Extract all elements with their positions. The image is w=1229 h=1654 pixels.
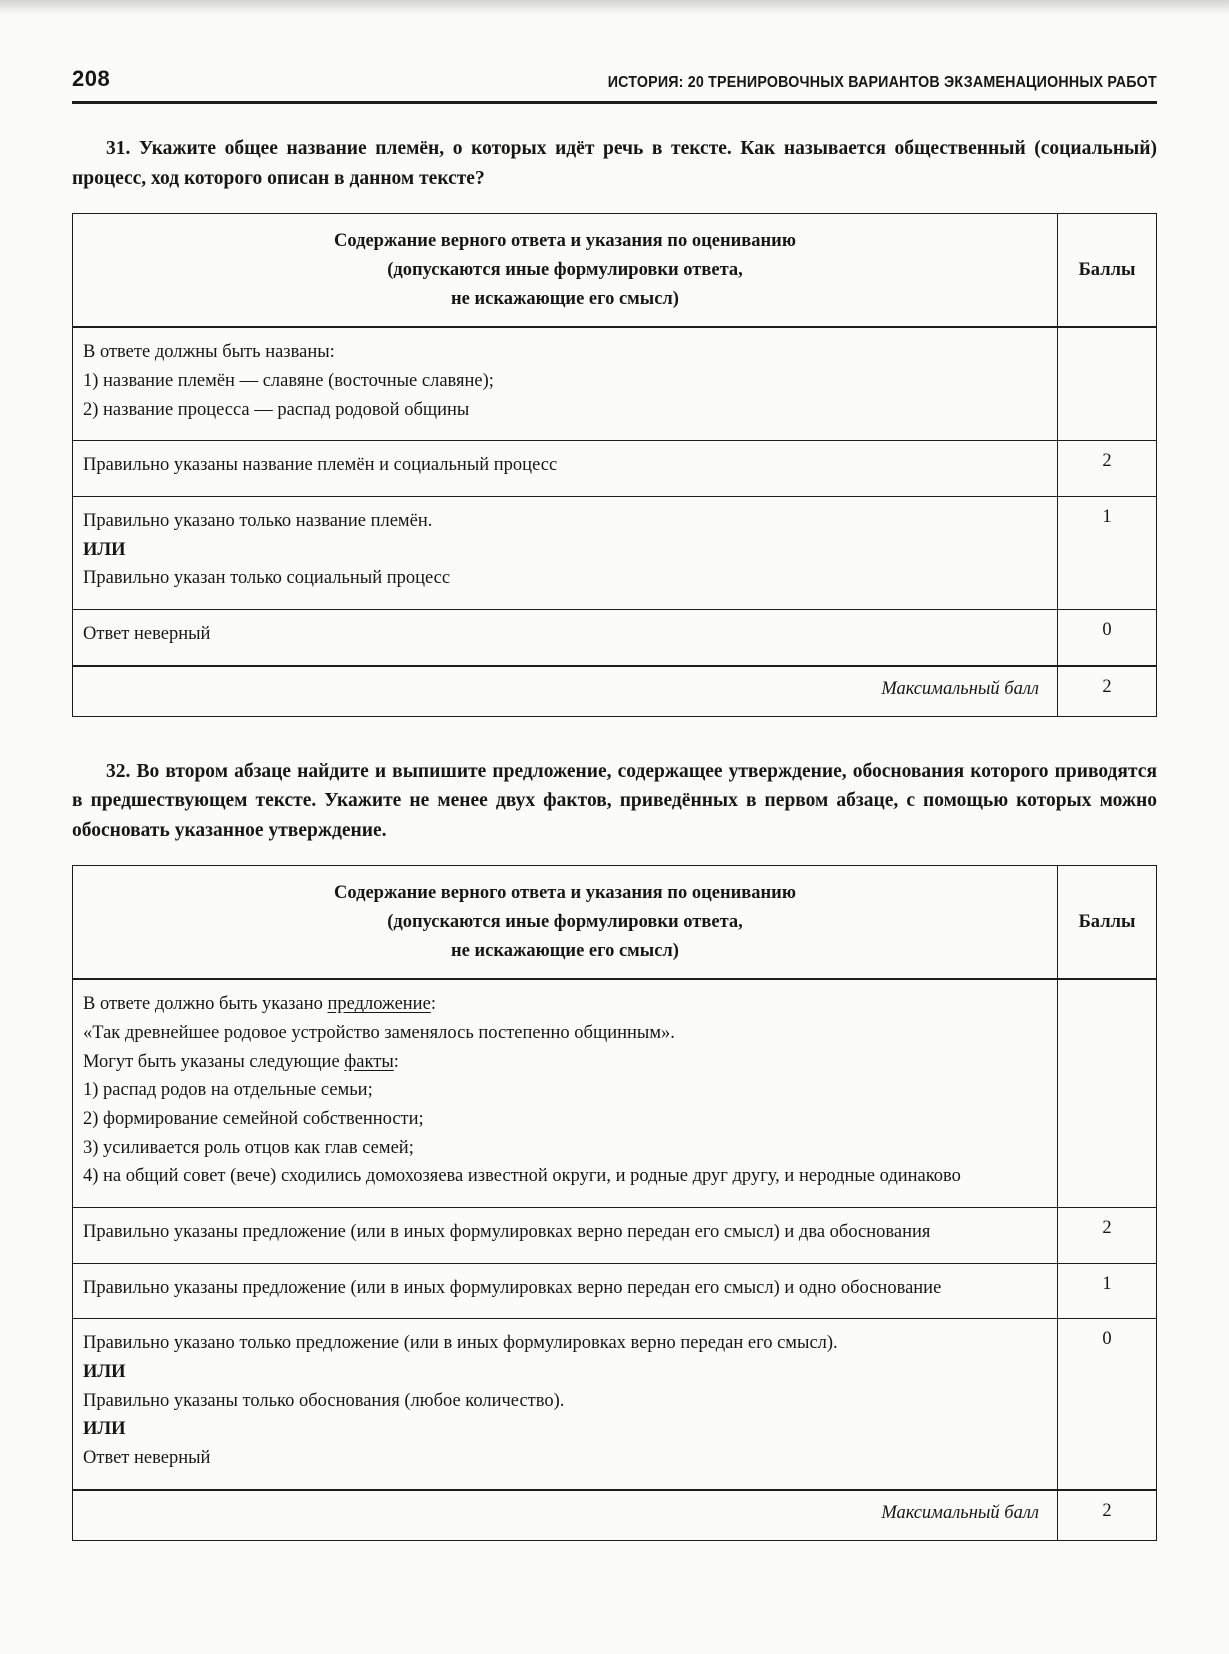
criteria-row	[73, 979, 1157, 1207]
question-31-number: 31.	[106, 138, 131, 159]
criteria-score-cell: 2	[1058, 441, 1157, 497]
scoring-table-32	[72, 865, 1157, 1540]
criteria-score-cell	[1058, 979, 1157, 1207]
criteria-line: Правильно указаны предложение (или в иных формулировках верно передан его смысл) и одно обоснование	[83, 1277, 942, 1298]
criteria-text-cell	[73, 1263, 1058, 1319]
criteria-header-line: не искажающие его смысл)	[451, 288, 679, 309]
criteria-line: Правильно указано только предложение (или в иных формулировках верно передан его смысл).	[83, 1333, 838, 1354]
criteria-score-cell: 1	[1058, 496, 1157, 609]
table-body	[73, 327, 1157, 665]
criteria-line: Ответ неверный	[83, 1448, 211, 1469]
criteria-row	[73, 327, 1157, 441]
max-score-row	[73, 666, 1157, 716]
table-footer	[73, 666, 1157, 716]
criteria-line: В ответе должны быть названы:	[83, 342, 335, 363]
criteria-line: 1) распад родов на отдельные семьи;	[83, 1080, 373, 1101]
criteria-line: Могут быть указаны следующие факты:	[83, 1051, 399, 1072]
criteria-header-line: (допускаются иные формулировки ответа,	[387, 912, 743, 933]
criteria-row	[73, 1319, 1157, 1490]
criteria-line: 4) на общий совет (вече) сходились домохозяева известной округи, и родные друг другу, и неродные одинаково	[83, 1166, 961, 1187]
question-31	[72, 134, 1157, 193]
max-score-row	[73, 1490, 1157, 1540]
criteria-line: Правильно указаны предложение (или в иных формулировках верно передан его смысл) и два обоснования	[83, 1222, 931, 1243]
criteria-row	[73, 1208, 1157, 1264]
criteria-header-line: Содержание верного ответа и указания по оцениванию	[334, 231, 796, 252]
max-score-value: 2	[1058, 1490, 1157, 1540]
criteria-line: Правильно указан только социальный процесс	[83, 568, 451, 589]
criteria-header-cell	[73, 866, 1058, 980]
criteria-score-cell	[1058, 327, 1157, 441]
question-32-text: Во втором абзаце найдите и выпишите предложение, содержащее утверждение, обоснования которого приводятся в предшествующем тексте. Укажите не менее двух фактов, приведённых в первом абзаце, с помощью которых можно обосновать указанное утверждение.	[72, 760, 1157, 841]
criteria-row	[73, 441, 1157, 497]
criteria-line: ИЛИ	[83, 539, 126, 560]
criteria-header-line: Содержание верного ответа и указания по оцениванию	[334, 883, 796, 904]
criteria-line: 2) название процесса — распад родовой общины	[83, 399, 470, 420]
criteria-header-line: не искажающие его смысл)	[451, 940, 679, 961]
criteria-row	[73, 1263, 1157, 1319]
page-header	[72, 66, 1157, 92]
question-32	[72, 757, 1157, 846]
criteria-text-cell	[73, 1319, 1058, 1490]
table-footer	[73, 1490, 1157, 1540]
table-header-row	[73, 866, 1157, 980]
criteria-line: ИЛИ	[83, 1419, 126, 1440]
criteria-line: Правильно указано только название племён.	[83, 510, 433, 531]
criteria-score-cell: 1	[1058, 1263, 1157, 1319]
scoring-table-31	[72, 213, 1157, 716]
question-32-number: 32.	[106, 760, 131, 782]
criteria-score-cell: 0	[1058, 609, 1157, 665]
score-header-cell: Баллы	[1058, 866, 1157, 980]
criteria-text-cell	[73, 327, 1058, 441]
criteria-line: Ответ неверный	[83, 623, 211, 644]
criteria-text-cell	[73, 441, 1058, 497]
criteria-line: Правильно указаны только обоснования (любое количество).	[83, 1390, 565, 1411]
table-head	[73, 866, 1157, 980]
criteria-line: «Так древнейшее родовое устройство заменялось постепенно общинным».	[83, 1023, 675, 1044]
question-31-text: Укажите общее название племён, о которых идёт речь в тексте. Как называется общественный (социальный) процесс, ход которого описан в данном тексте?	[72, 138, 1158, 189]
max-score-value: 2	[1058, 666, 1157, 716]
table-body	[73, 979, 1157, 1489]
criteria-row	[73, 609, 1157, 665]
page-number: 208	[72, 66, 111, 91]
table-header-row	[73, 214, 1157, 328]
criteria-score-cell: 0	[1058, 1319, 1157, 1490]
book-title: ИСТОРИЯ: 20 ТРЕНИРОВОЧНЫХ ВАРИАНТОВ ЭКЗАМЕНАЦИОННЫХ РАБОТ	[607, 74, 1157, 91]
header-rule	[72, 101, 1157, 104]
max-score-label: Максимальный балл	[73, 1490, 1058, 1540]
criteria-text-cell	[73, 979, 1058, 1207]
max-score-label: Максимальный балл	[73, 666, 1058, 716]
criteria-row	[73, 496, 1157, 609]
criteria-line: ИЛИ	[83, 1362, 126, 1383]
criteria-line: 3) усиливается роль отцов как глав семей;	[83, 1137, 414, 1158]
criteria-text-cell	[73, 609, 1058, 665]
criteria-line: В ответе должно быть указано предложение:	[83, 994, 436, 1015]
criteria-score-cell: 2	[1058, 1208, 1157, 1264]
score-header-cell: Баллы	[1058, 214, 1157, 328]
criteria-line: 1) название племён — славяне (восточные славяне);	[83, 370, 494, 391]
criteria-header-cell	[73, 214, 1058, 328]
criteria-header-line: (допускаются иные формулировки ответа,	[387, 259, 743, 280]
criteria-text-cell	[73, 496, 1058, 609]
table-head	[73, 214, 1157, 328]
criteria-line: Правильно указаны название племён и социальный процесс	[83, 455, 558, 476]
criteria-text-cell	[73, 1208, 1058, 1264]
criteria-line: 2) формирование семейной собственности;	[83, 1109, 424, 1130]
